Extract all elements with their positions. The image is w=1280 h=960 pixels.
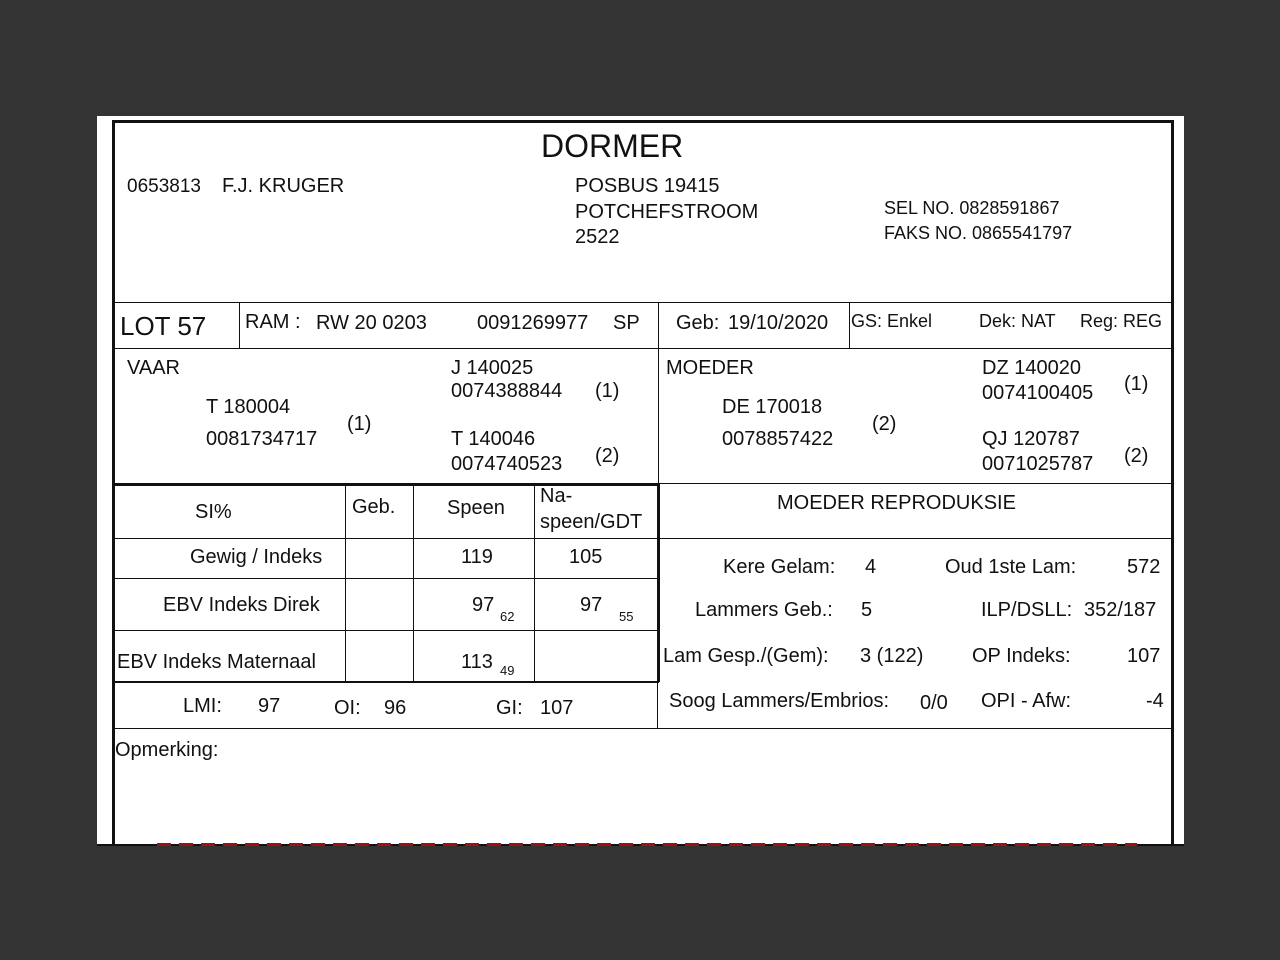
si-col2-divider: [413, 483, 414, 682]
dam-sire-id: DZ 140020: [982, 357, 1081, 379]
indices-bottom-line: [112, 728, 1174, 729]
weight-index-speen: 119: [461, 546, 493, 568]
si-row2-line: [112, 630, 659, 631]
op-index-label: OP Indeks:: [972, 645, 1071, 667]
op-index-value: 107: [1127, 645, 1161, 667]
lmi-value: 97: [258, 695, 281, 717]
dam-marker: (2): [872, 413, 897, 435]
ebv-direct-speen: 97: [472, 594, 495, 616]
geb-header: Geb.: [352, 496, 396, 518]
lambs-weaned-label: Lam Gesp./(Gem):: [663, 645, 829, 667]
ebv-direct-naspeen: 97: [580, 594, 603, 616]
breed-title: DORMER: [541, 128, 684, 164]
suckled-lambs-label: Soog Lammers/Embrios:: [669, 690, 890, 712]
weight-index-naspeen: 105: [569, 546, 603, 568]
ram-divider: [658, 302, 659, 348]
address-line-1: POSBUS 19415: [575, 175, 720, 197]
registration: Reg: REG: [1080, 311, 1163, 331]
dam-label: MOEDER: [666, 357, 754, 379]
dam-id: DE 170018: [722, 396, 823, 418]
geb-divider: [849, 302, 850, 348]
si-table-bottom-thick: [112, 681, 659, 683]
ebv-direct-speen-accuracy: 62: [500, 609, 515, 624]
lmi-label: LMI:: [183, 695, 222, 717]
suckled-lambs-value: 0/0: [920, 692, 948, 714]
dam-dam-number: 0071025787: [982, 453, 1094, 475]
sire-marker: (1): [347, 413, 372, 435]
oi-value: 96: [384, 697, 407, 719]
si-header-line: [112, 538, 1174, 539]
birth-status: GS: Enkel: [851, 311, 933, 331]
mating-type: Dek: NAT: [979, 311, 1056, 331]
oi-label: OI:: [334, 697, 361, 719]
dam-dam-id: QJ 120787: [982, 428, 1080, 450]
dam-dam-marker: (2): [1124, 445, 1149, 467]
cropped-footer-text: [157, 843, 1137, 846]
pedigree-divider: [658, 348, 659, 483]
sire-label: VAAR: [127, 357, 180, 379]
remarks-label: Opmerking:: [115, 739, 219, 761]
birth-date-label: Geb:: [676, 312, 720, 334]
opi-deviation-label: OPI - Afw:: [981, 690, 1072, 712]
ram-label: RAM :: [245, 311, 301, 333]
si-header: SI%: [195, 501, 232, 523]
frame-top: [112, 120, 1174, 123]
gi-label: GI:: [496, 697, 523, 719]
dam-sire-number: 0074100405: [982, 382, 1094, 404]
ram-id: RW 20 0203: [316, 312, 427, 334]
address-line-3: 2522: [575, 226, 620, 248]
naspeen-header-2: speen/GDT: [540, 511, 643, 533]
ilp-dsll-label: ILP/DSLL:: [981, 599, 1073, 621]
times-lambed-value: 4: [865, 556, 877, 578]
ram-suffix: SP: [613, 312, 640, 334]
gi-value: 107: [540, 697, 574, 719]
phone-number: SEL NO. 0828591867: [884, 198, 1060, 218]
first-lamb-age-value: 572: [1127, 556, 1161, 578]
lambs-weaned-value: 3 (122): [860, 645, 924, 667]
lot-card: [97, 116, 1184, 846]
lot-row-bottom-line: [112, 348, 1174, 349]
weight-index-label: Gewig / Indeks: [190, 546, 323, 568]
si-table-right-thick: [658, 483, 660, 682]
ebv-maternal-speen: 113: [461, 651, 493, 673]
ebv-direct-label: EBV Indeks Direk: [163, 594, 320, 616]
sire-sire-id: J 140025: [451, 357, 534, 379]
ram-number: 0091269977: [477, 312, 589, 334]
opi-deviation-value: -4: [1146, 690, 1164, 712]
first-lamb-age-label: Oud 1ste Lam:: [945, 556, 1077, 578]
lot-row-top-line: [112, 302, 1174, 303]
ebv-maternal-label: EBV Indeks Maternaal: [117, 651, 316, 673]
ilp-dsll-value: 352/187: [1084, 599, 1157, 621]
dam-number: 0078857422: [722, 428, 834, 450]
fax-number: FAKS NO. 0865541797: [884, 223, 1073, 243]
times-lambed-label: Kere Gelam:: [723, 556, 836, 578]
sire-dam-number: 0074740523: [451, 453, 563, 475]
sire-number: 0081734717: [206, 428, 318, 450]
owner-code: 0653813: [127, 176, 201, 197]
reproduction-header: MOEDER REPRODUKSIE: [777, 492, 1016, 514]
address-line-2: POTCHEFSTROOM: [575, 201, 759, 223]
lambs-born-label: Lammers Geb.:: [695, 599, 833, 621]
lot-divider: [239, 302, 240, 348]
sire-sire-number: 0074388844: [451, 380, 563, 402]
speen-header: Speen: [447, 497, 505, 519]
birth-date: 19/10/2020: [728, 312, 829, 334]
sire-id: T 180004: [206, 396, 291, 418]
sire-dam-id: T 140046: [451, 428, 536, 450]
si-col3-divider: [534, 483, 535, 682]
si-table-top-thick: [112, 484, 659, 486]
ebv-maternal-speen-accuracy: 49: [500, 663, 515, 678]
naspeen-header-1: Na-: [540, 485, 573, 507]
owner-name: F.J. KRUGER: [222, 175, 345, 197]
dam-sire-marker: (1): [1124, 373, 1149, 395]
si-col1-divider: [345, 483, 346, 682]
lambs-born-value: 5: [861, 599, 873, 621]
si-row1-line: [112, 578, 659, 579]
lot-number: LOT 57: [120, 311, 207, 341]
ebv-direct-naspeen-accuracy: 55: [619, 609, 634, 624]
sire-dam-marker: (2): [595, 445, 620, 467]
sire-sire-marker: (1): [595, 380, 620, 402]
